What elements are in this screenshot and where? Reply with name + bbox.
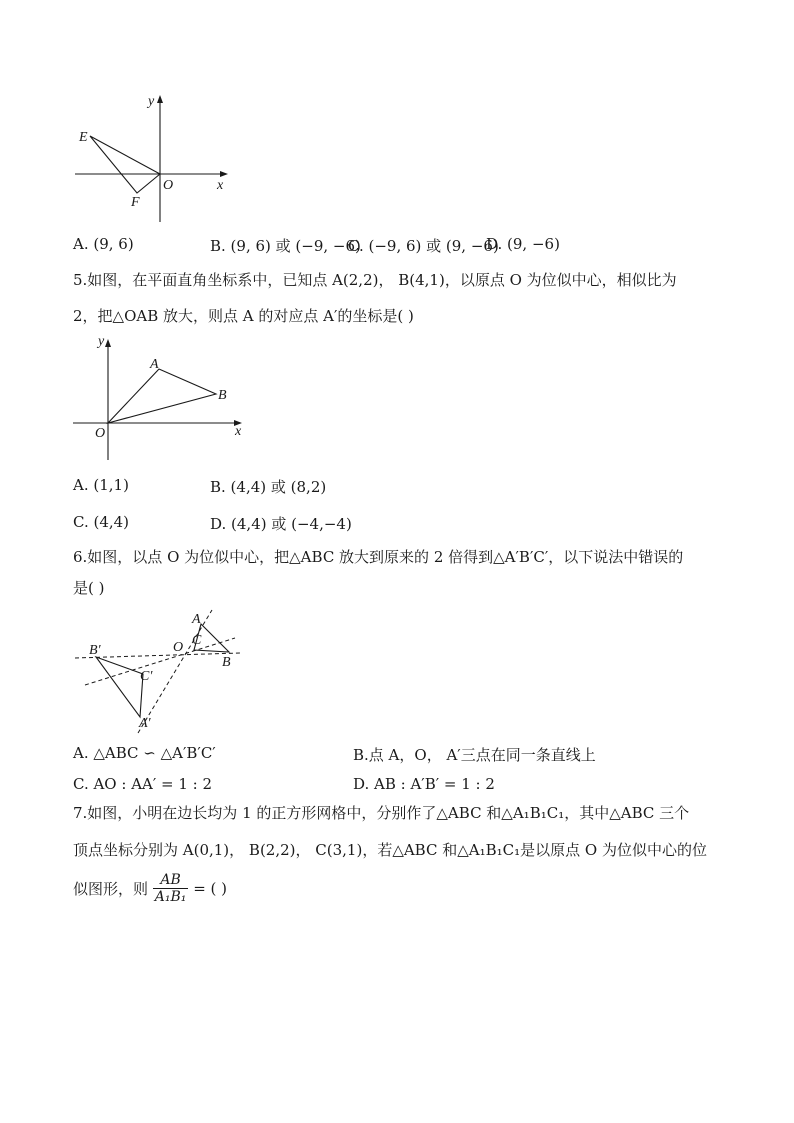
q7-line3-prefix: 似图形，则 <box>73 880 149 898</box>
q5-figure <box>70 335 255 465</box>
a-label: A <box>150 357 159 372</box>
q7-stem-line2: 顶点坐标分别为 A(0,1)， B(2,2)， C(3,1)，若△ABC 和△A₁B₁C₁是以原点 O 为位似中心的位 <box>73 841 707 859</box>
q6-figure <box>70 605 245 740</box>
q5-option-d: D. (4,4) 或 (−4,−4) <box>210 515 352 533</box>
q4-figure <box>70 92 240 222</box>
q6-option-c: C. AO : AA′ = 1 : 2 <box>73 775 213 793</box>
q4-option-a: A. (9, 6) <box>73 235 134 253</box>
q5-stem-line1: 5.如图，在平面直角坐标系中，已知点 A(2,2)， B(4,1)，以原点 O 为位似中心，相似比为 <box>73 271 677 289</box>
label-a-prime: A′ <box>139 716 151 731</box>
label-b: B <box>222 655 231 670</box>
q7-stem-line3 <box>73 872 227 905</box>
triangle-oef <box>90 136 160 193</box>
o-label: O <box>163 178 174 193</box>
q6-option-a: A. △ABC ∽ △A′B′C′ <box>73 744 216 762</box>
q7-stem-line1: 7.如图，小明在边长均为 1 的正方形网格中，分别作了△ABC 和△A₁B₁C₁，其中△ABC 三个 <box>73 804 690 822</box>
q6-stem-line2: 是( ) <box>73 579 105 597</box>
triangle-a2b2c2 <box>96 657 143 717</box>
y-label: y <box>98 334 105 349</box>
q6-option-d: D. AB : A′B′ = 1 : 2 <box>353 775 495 793</box>
label-c: C <box>192 633 202 648</box>
q5-stem-line2: 2，把△OAB 放大，则点 A 的对应点 A′的坐标是( ) <box>73 307 414 325</box>
q7-line3-suffix: = ( ) <box>193 879 228 898</box>
o-label: O <box>95 426 106 441</box>
x-label: x <box>235 424 242 439</box>
y-axis-arrow <box>157 95 163 103</box>
b-label: B <box>218 388 227 403</box>
f-label: F <box>131 195 140 210</box>
fraction-numerator: AB <box>153 872 189 889</box>
y-label: y <box>148 94 155 109</box>
y-axis-arrow <box>105 339 111 347</box>
q4-option-c: C. (−9, 6) 或 (9, −6) <box>348 237 499 255</box>
q5-option-b: B. (4,4) 或 (8,2) <box>210 478 327 496</box>
x-axis-arrow <box>220 171 228 177</box>
q4-option-d: D. (9, −6) <box>486 235 560 253</box>
q5-option-c: C. (4,4) <box>73 513 130 531</box>
triangle-oab <box>108 369 216 423</box>
q6-option-b: B.点 A，O， A′三点在同一条直线上 <box>353 746 596 764</box>
e-label: E <box>79 130 88 145</box>
label-b-prime: B′ <box>89 643 101 658</box>
label-a: A <box>192 612 201 627</box>
q7-fraction <box>153 872 189 905</box>
fraction-denominator: A₁B₁ <box>154 889 187 905</box>
q6-stem-line1: 6.如图，以点 O 为位似中心，把△ABC 放大到原来的 2 倍得到△A′B′C′，以下说法中错误的 <box>73 548 684 566</box>
x-label: x <box>217 178 224 193</box>
label-c-prime: C′ <box>140 669 153 684</box>
label-o: O <box>173 640 184 655</box>
q4-option-b: B. (9, 6) 或 (−9, −6) <box>210 237 361 255</box>
q5-option-a: A. (1,1) <box>73 476 129 494</box>
